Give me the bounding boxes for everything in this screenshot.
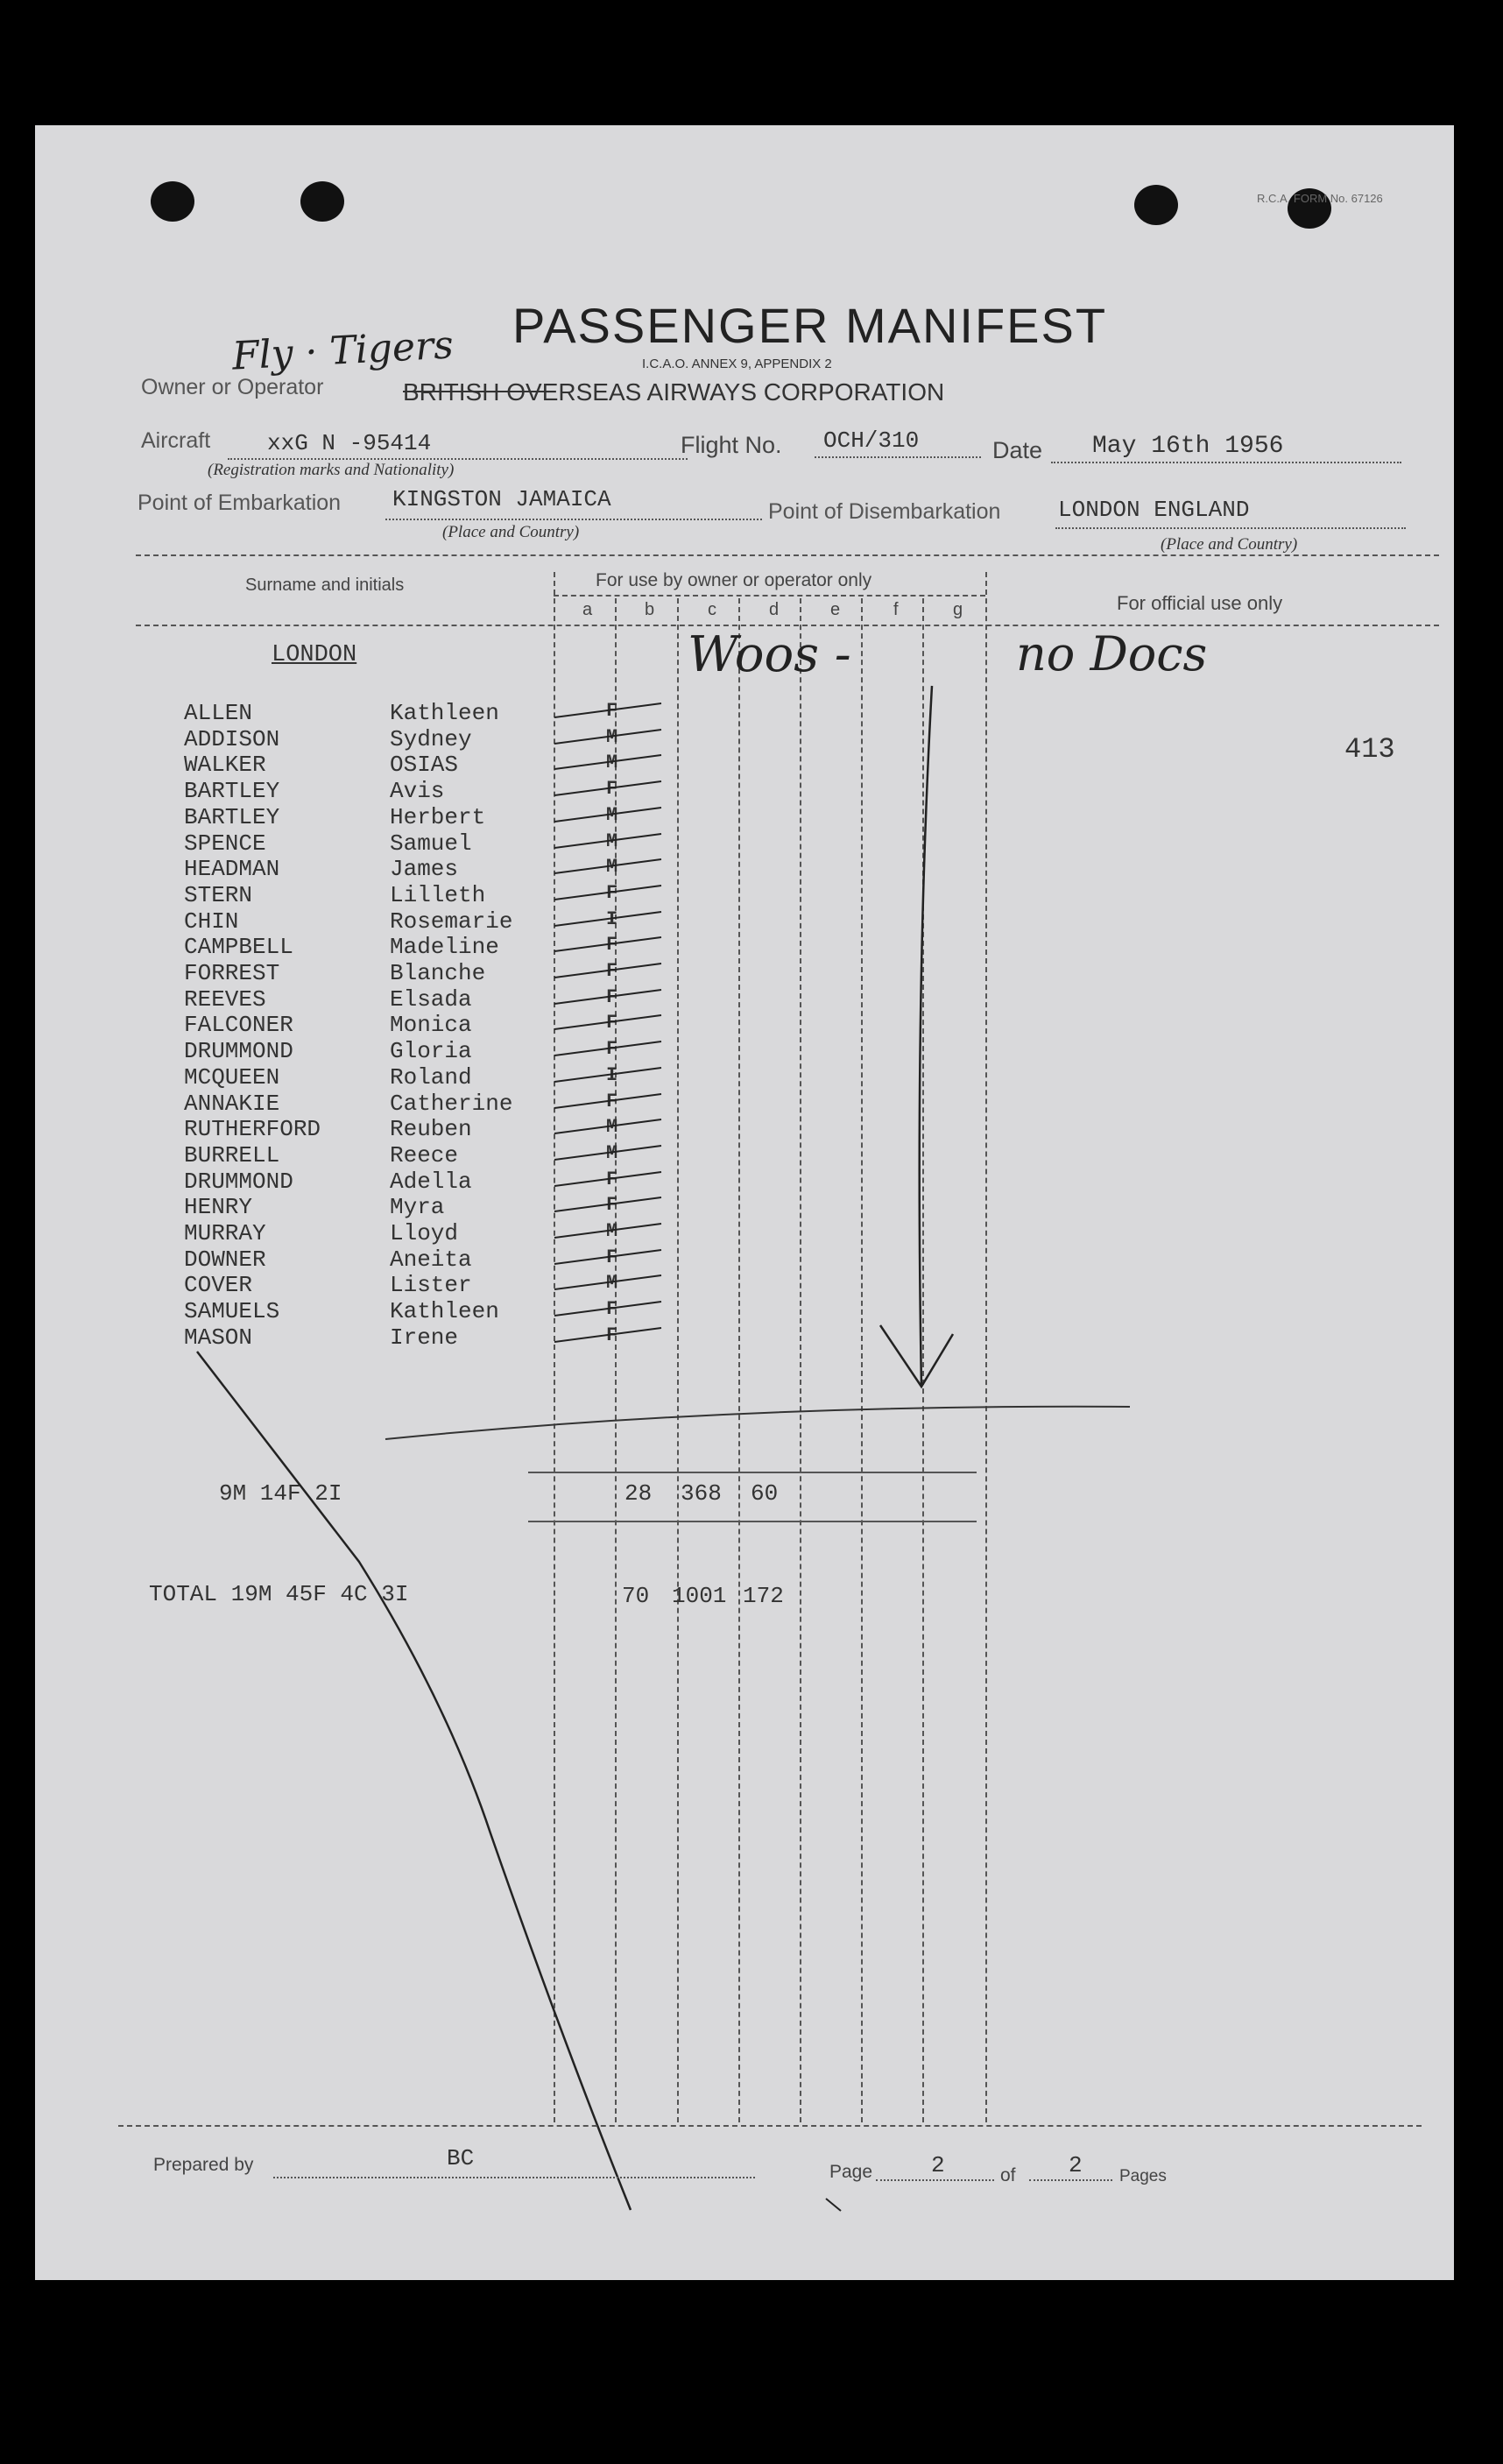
owner-label: Owner or Operator xyxy=(141,375,324,399)
passenger-given-name: Reece xyxy=(390,1141,459,1168)
passenger-sex: F xyxy=(606,1324,618,1346)
page-line xyxy=(876,2179,994,2181)
passenger-sex: F xyxy=(606,934,618,957)
col-f-header: f xyxy=(893,600,899,619)
disembarkation-sublabel: (Place and Country) xyxy=(1161,535,1298,554)
passenger-given-name: Monica xyxy=(390,1012,472,1039)
subtotal-label: 9M 14F 2I xyxy=(219,1480,342,1507)
bottom-tick xyxy=(826,2199,841,2211)
date-value: May 16th 1956 xyxy=(1092,433,1284,460)
passenger-sex: F xyxy=(606,1090,618,1112)
passenger-sex: M xyxy=(606,1220,618,1242)
passenger-given-name: Lister xyxy=(390,1272,472,1299)
passenger-given-name: Aneita xyxy=(390,1246,472,1273)
passenger-surname: MASON xyxy=(184,1324,253,1351)
passenger-sex: M xyxy=(606,856,618,879)
passenger-sex: F xyxy=(606,985,618,1008)
passenger-sex: F xyxy=(606,700,618,722)
passenger-surname: ANNAKIE xyxy=(184,1090,280,1117)
prepared-value: BC xyxy=(447,2145,475,2171)
passenger-sex: I xyxy=(606,907,618,930)
passenger-given-name: Myra xyxy=(390,1194,445,1221)
passenger-given-name: Lilleth xyxy=(390,881,486,908)
passenger-surname: MCQUEEN xyxy=(184,1063,280,1091)
passenger-surname: HEADMAN xyxy=(184,856,280,883)
passenger-given-name: Kathleen xyxy=(390,1298,499,1325)
total-c: 1001 xyxy=(672,1583,727,1609)
passenger-surname: REEVES xyxy=(184,985,266,1013)
passenger-given-name: Rosemarie xyxy=(390,907,513,935)
arrow-line xyxy=(920,686,932,1387)
form-reference: R.C.A. FORM No. 67126 xyxy=(1257,192,1383,205)
handwritten-note-no-docs: no Docs xyxy=(1016,626,1208,681)
passenger-surname: HENRY xyxy=(184,1194,253,1221)
passenger-surname: BURRELL xyxy=(184,1141,280,1168)
owner-use-header: For use by owner or operator only xyxy=(596,570,872,590)
embarkation-label: Point of Embarkation xyxy=(138,491,342,515)
prepared-line xyxy=(273,2177,755,2178)
official-number: 413 xyxy=(1344,733,1395,766)
passenger-surname: RUTHERFORD xyxy=(184,1116,321,1143)
owner-value: BRITISH OVERSEAS AIRWAYS CORPORATION xyxy=(403,378,945,406)
passenger-sex: F xyxy=(606,1246,618,1268)
passenger-sex: F xyxy=(606,1012,618,1034)
passenger-sex: M xyxy=(606,1272,618,1295)
passenger-given-name: Adella xyxy=(390,1168,472,1195)
passenger-surname: SPENCE xyxy=(184,830,266,857)
total-label: TOTAL 19M 45F 4C 3I xyxy=(149,1581,409,1607)
date-label: Date xyxy=(992,437,1043,463)
passenger-surname: DOWNER xyxy=(184,1246,266,1273)
subtotal-top-rule xyxy=(528,1472,977,1473)
col-b-header: b xyxy=(645,600,655,619)
aircraft-value: xxG N -95414 xyxy=(267,430,432,456)
passenger-sex: F xyxy=(606,1038,618,1061)
passenger-given-name: Irene xyxy=(390,1324,459,1351)
passenger-given-name: Gloria xyxy=(390,1038,472,1065)
passenger-surname: ADDISON xyxy=(184,725,280,752)
passenger-sex: I xyxy=(606,1063,618,1086)
passenger-given-name: Avis xyxy=(390,778,445,805)
col-g-header: g xyxy=(953,600,963,619)
passenger-surname: FORREST xyxy=(184,960,280,986)
section-label: LONDON xyxy=(272,642,357,668)
total-d: 172 xyxy=(743,1583,784,1609)
passenger-surname: WALKER xyxy=(184,752,266,779)
passenger-given-name: Herbert xyxy=(390,803,486,830)
subtotal-bottom-rule xyxy=(528,1521,977,1522)
pages-line xyxy=(1029,2179,1112,2181)
prepared-label: Prepared by xyxy=(153,2155,254,2175)
page-label: Page xyxy=(829,2162,873,2182)
passenger-given-name: Sydney xyxy=(390,725,472,752)
disembarkation-label: Point of Disembarkation xyxy=(768,499,1001,524)
passenger-sex: F xyxy=(606,1194,618,1217)
passenger-given-name: Kathleen xyxy=(390,700,499,726)
underline-stroke xyxy=(385,1407,1130,1439)
embarkation-value: KINGSTON JAMAICA xyxy=(392,486,611,512)
passenger-given-name: Lloyd xyxy=(390,1220,459,1246)
page-value: 2 xyxy=(931,2152,945,2178)
passenger-surname: DRUMMOND xyxy=(184,1168,293,1195)
passenger-surname: SAMUELS xyxy=(184,1298,280,1325)
passenger-sex: M xyxy=(606,830,618,852)
subtotal-c: 368 xyxy=(681,1480,722,1507)
passenger-sex: M xyxy=(606,1141,618,1164)
owner-handwritten: Fly · Tigers xyxy=(230,322,455,379)
passenger-surname: MURRAY xyxy=(184,1220,266,1246)
passenger-surname: FALCONER xyxy=(184,1012,293,1039)
passenger-sex: M xyxy=(606,725,618,748)
passenger-surname: COVER xyxy=(184,1272,253,1299)
passenger-given-name: James xyxy=(390,856,459,883)
passenger-surname: STERN xyxy=(184,881,253,908)
subtotal-b: 28 xyxy=(624,1480,653,1507)
of-label: of xyxy=(1000,2165,1016,2185)
embarkation-sublabel: (Place and Country) xyxy=(442,523,580,541)
passenger-given-name: Blanche xyxy=(390,960,486,986)
passenger-surname: CHIN xyxy=(184,907,239,935)
passenger-given-name: Reuben xyxy=(390,1116,472,1143)
passenger-sex: M xyxy=(606,803,618,826)
total-b: 70 xyxy=(622,1583,650,1609)
passenger-surname: ALLEN xyxy=(184,700,253,726)
flight-value: OCH/310 xyxy=(823,427,920,454)
passenger-surname: BARTLEY xyxy=(184,803,280,830)
manifest-title: PASSENGER MANIFEST xyxy=(512,298,1108,353)
manifest-sheet xyxy=(35,125,1454,2280)
col-d-header: d xyxy=(769,600,780,619)
passenger-surname: BARTLEY xyxy=(184,778,280,805)
col-a-header: a xyxy=(582,600,593,619)
passenger-given-name: Catherine xyxy=(390,1090,513,1117)
passenger-sex: M xyxy=(606,1116,618,1139)
passenger-given-name: Elsada xyxy=(390,985,472,1013)
manifest-subtitle: I.C.A.O. ANNEX 9, APPENDIX 2 xyxy=(642,357,832,371)
passenger-sex: M xyxy=(606,752,618,774)
aircraft-sublabel: (Registration marks and Nationality) xyxy=(208,461,455,479)
passenger-sex: F xyxy=(606,1298,618,1321)
passenger-surname: DRUMMOND xyxy=(184,1038,293,1065)
pages-label: Pages xyxy=(1119,2167,1167,2185)
surname-header: Surname and initials xyxy=(245,575,405,595)
pen-annotations xyxy=(35,125,1454,2280)
passenger-sex: F xyxy=(606,960,618,982)
passenger-given-name: Samuel xyxy=(390,830,472,857)
col-c-header: c xyxy=(708,600,716,619)
subtotal-d: 60 xyxy=(751,1480,779,1507)
passenger-sex: F xyxy=(606,1168,618,1190)
passenger-given-name: OSIAS xyxy=(390,752,459,779)
flight-label: Flight No. xyxy=(681,432,782,458)
aircraft-label: Aircraft xyxy=(141,428,211,453)
passenger-sex: F xyxy=(606,881,618,904)
passenger-given-name: Madeline xyxy=(390,934,499,961)
pages-value: 2 xyxy=(1069,2152,1083,2178)
footer-rule xyxy=(118,2125,1422,2127)
passenger-surname: CAMPBELL xyxy=(184,934,293,961)
col-e-header: e xyxy=(830,600,841,619)
passenger-sex: F xyxy=(606,778,618,801)
disembarkation-value: LONDON ENGLAND xyxy=(1058,497,1250,523)
handwritten-note-woos: Woos - xyxy=(688,626,851,683)
official-header: For official use only xyxy=(1117,592,1283,614)
arrow-head xyxy=(880,1325,953,1387)
passenger-given-name: Roland xyxy=(390,1063,472,1091)
